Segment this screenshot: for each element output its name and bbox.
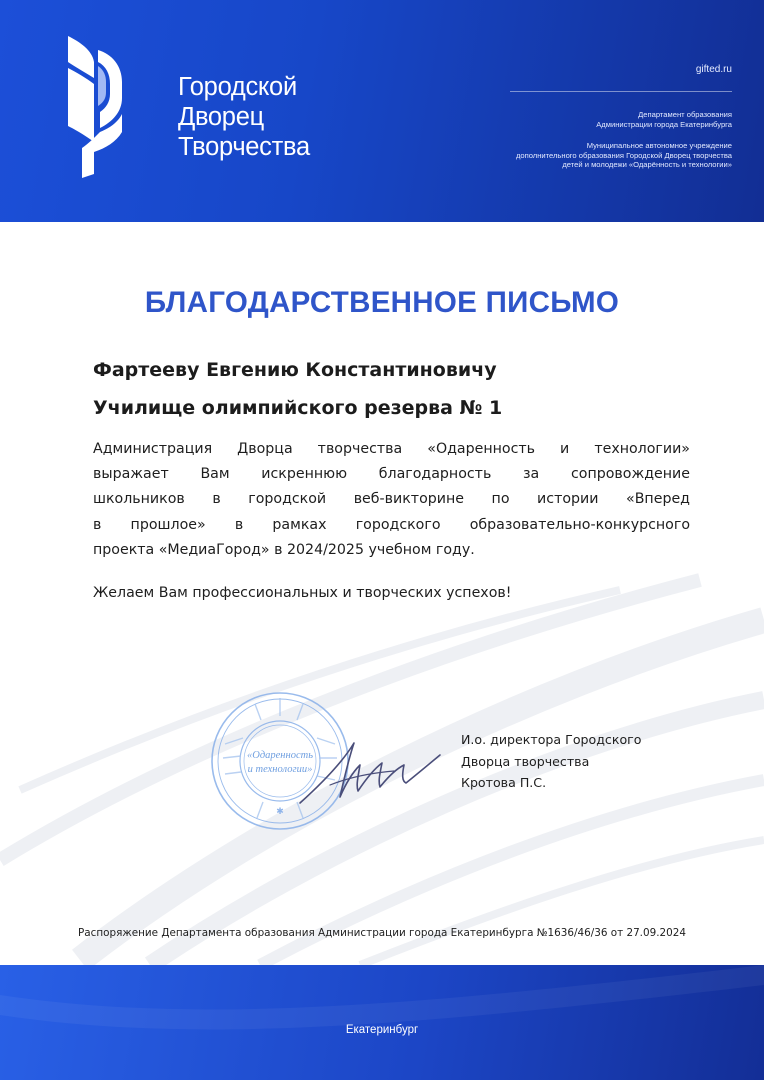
- signatory-position-line-2: Дворца творчества: [461, 753, 590, 769]
- wish-text: Желаем Вам профессиональных и творческих успехов!: [93, 585, 512, 601]
- recipient-organization: Училище олимпийского резерва № 1: [93, 397, 503, 419]
- stamp-text-line-1: «Одаренность: [247, 750, 313, 761]
- department-line-1: Департамент образования: [638, 110, 732, 119]
- recipient-name: Фартееву Евгению Константиновичу: [93, 359, 497, 381]
- signatory-block: [461, 729, 641, 794]
- header-banner: [0, 0, 764, 222]
- institution-text: [516, 141, 732, 170]
- org-name-line-3: Творчества: [178, 133, 310, 161]
- org-name-line-2: Дворец: [178, 103, 264, 131]
- letter-body: [93, 437, 690, 563]
- stamp-star-icon: ✱: [276, 807, 284, 817]
- letter-title: БЛАГОДАРСТВЕННОЕ ПИСЬМО: [144, 286, 620, 319]
- order-reference: Распоряжение Департамента образования Администрации города Екатеринбурга №1636/46/36 от 27.09.2024: [78, 927, 686, 939]
- body-line: проекта «МедиаГород» в 2024/2025 учебном году.: [93, 541, 475, 558]
- website-link[interactable]: gifted.ru: [695, 64, 732, 75]
- department-text: [596, 110, 732, 129]
- body-line: выражает Вам искреннюю благодарность за сопровождение: [93, 466, 690, 483]
- department-line-2: Администрации города Екатеринбурга: [596, 119, 732, 129]
- footer-banner: [0, 965, 764, 1080]
- institution-line-2: дополнительного образования Городской Дворец творчества: [515, 150, 732, 160]
- header-divider: [510, 91, 732, 92]
- org-name-line-1: Городской: [178, 73, 297, 101]
- signature-icon: [290, 725, 450, 815]
- body-line: Администрация Дворца творчества «Одаренность и технологии»: [93, 441, 690, 457]
- institution-line-1: Муниципальное автономное учреждение: [586, 141, 732, 150]
- recipient: [93, 351, 502, 427]
- body-line: школьников в городской веб-викторине по истории «Вперед: [93, 491, 690, 508]
- city-name: Екатеринбург: [345, 1024, 419, 1036]
- body-line: в прошлое» в рамках городского образовательно-конкурсного: [93, 516, 690, 533]
- stamp-text-line-2: и технологии»: [247, 764, 313, 775]
- footer-decoration: [0, 965, 764, 1080]
- signatory-position-line-1: И.о. директора Городского: [461, 732, 642, 747]
- signatory-name: Кротова П.С.: [461, 775, 547, 790]
- gifted-logo-icon: [60, 32, 130, 182]
- org-name: [178, 72, 310, 162]
- institution-line-3: детей и молодежи «Одарённость и технологии»: [562, 160, 732, 170]
